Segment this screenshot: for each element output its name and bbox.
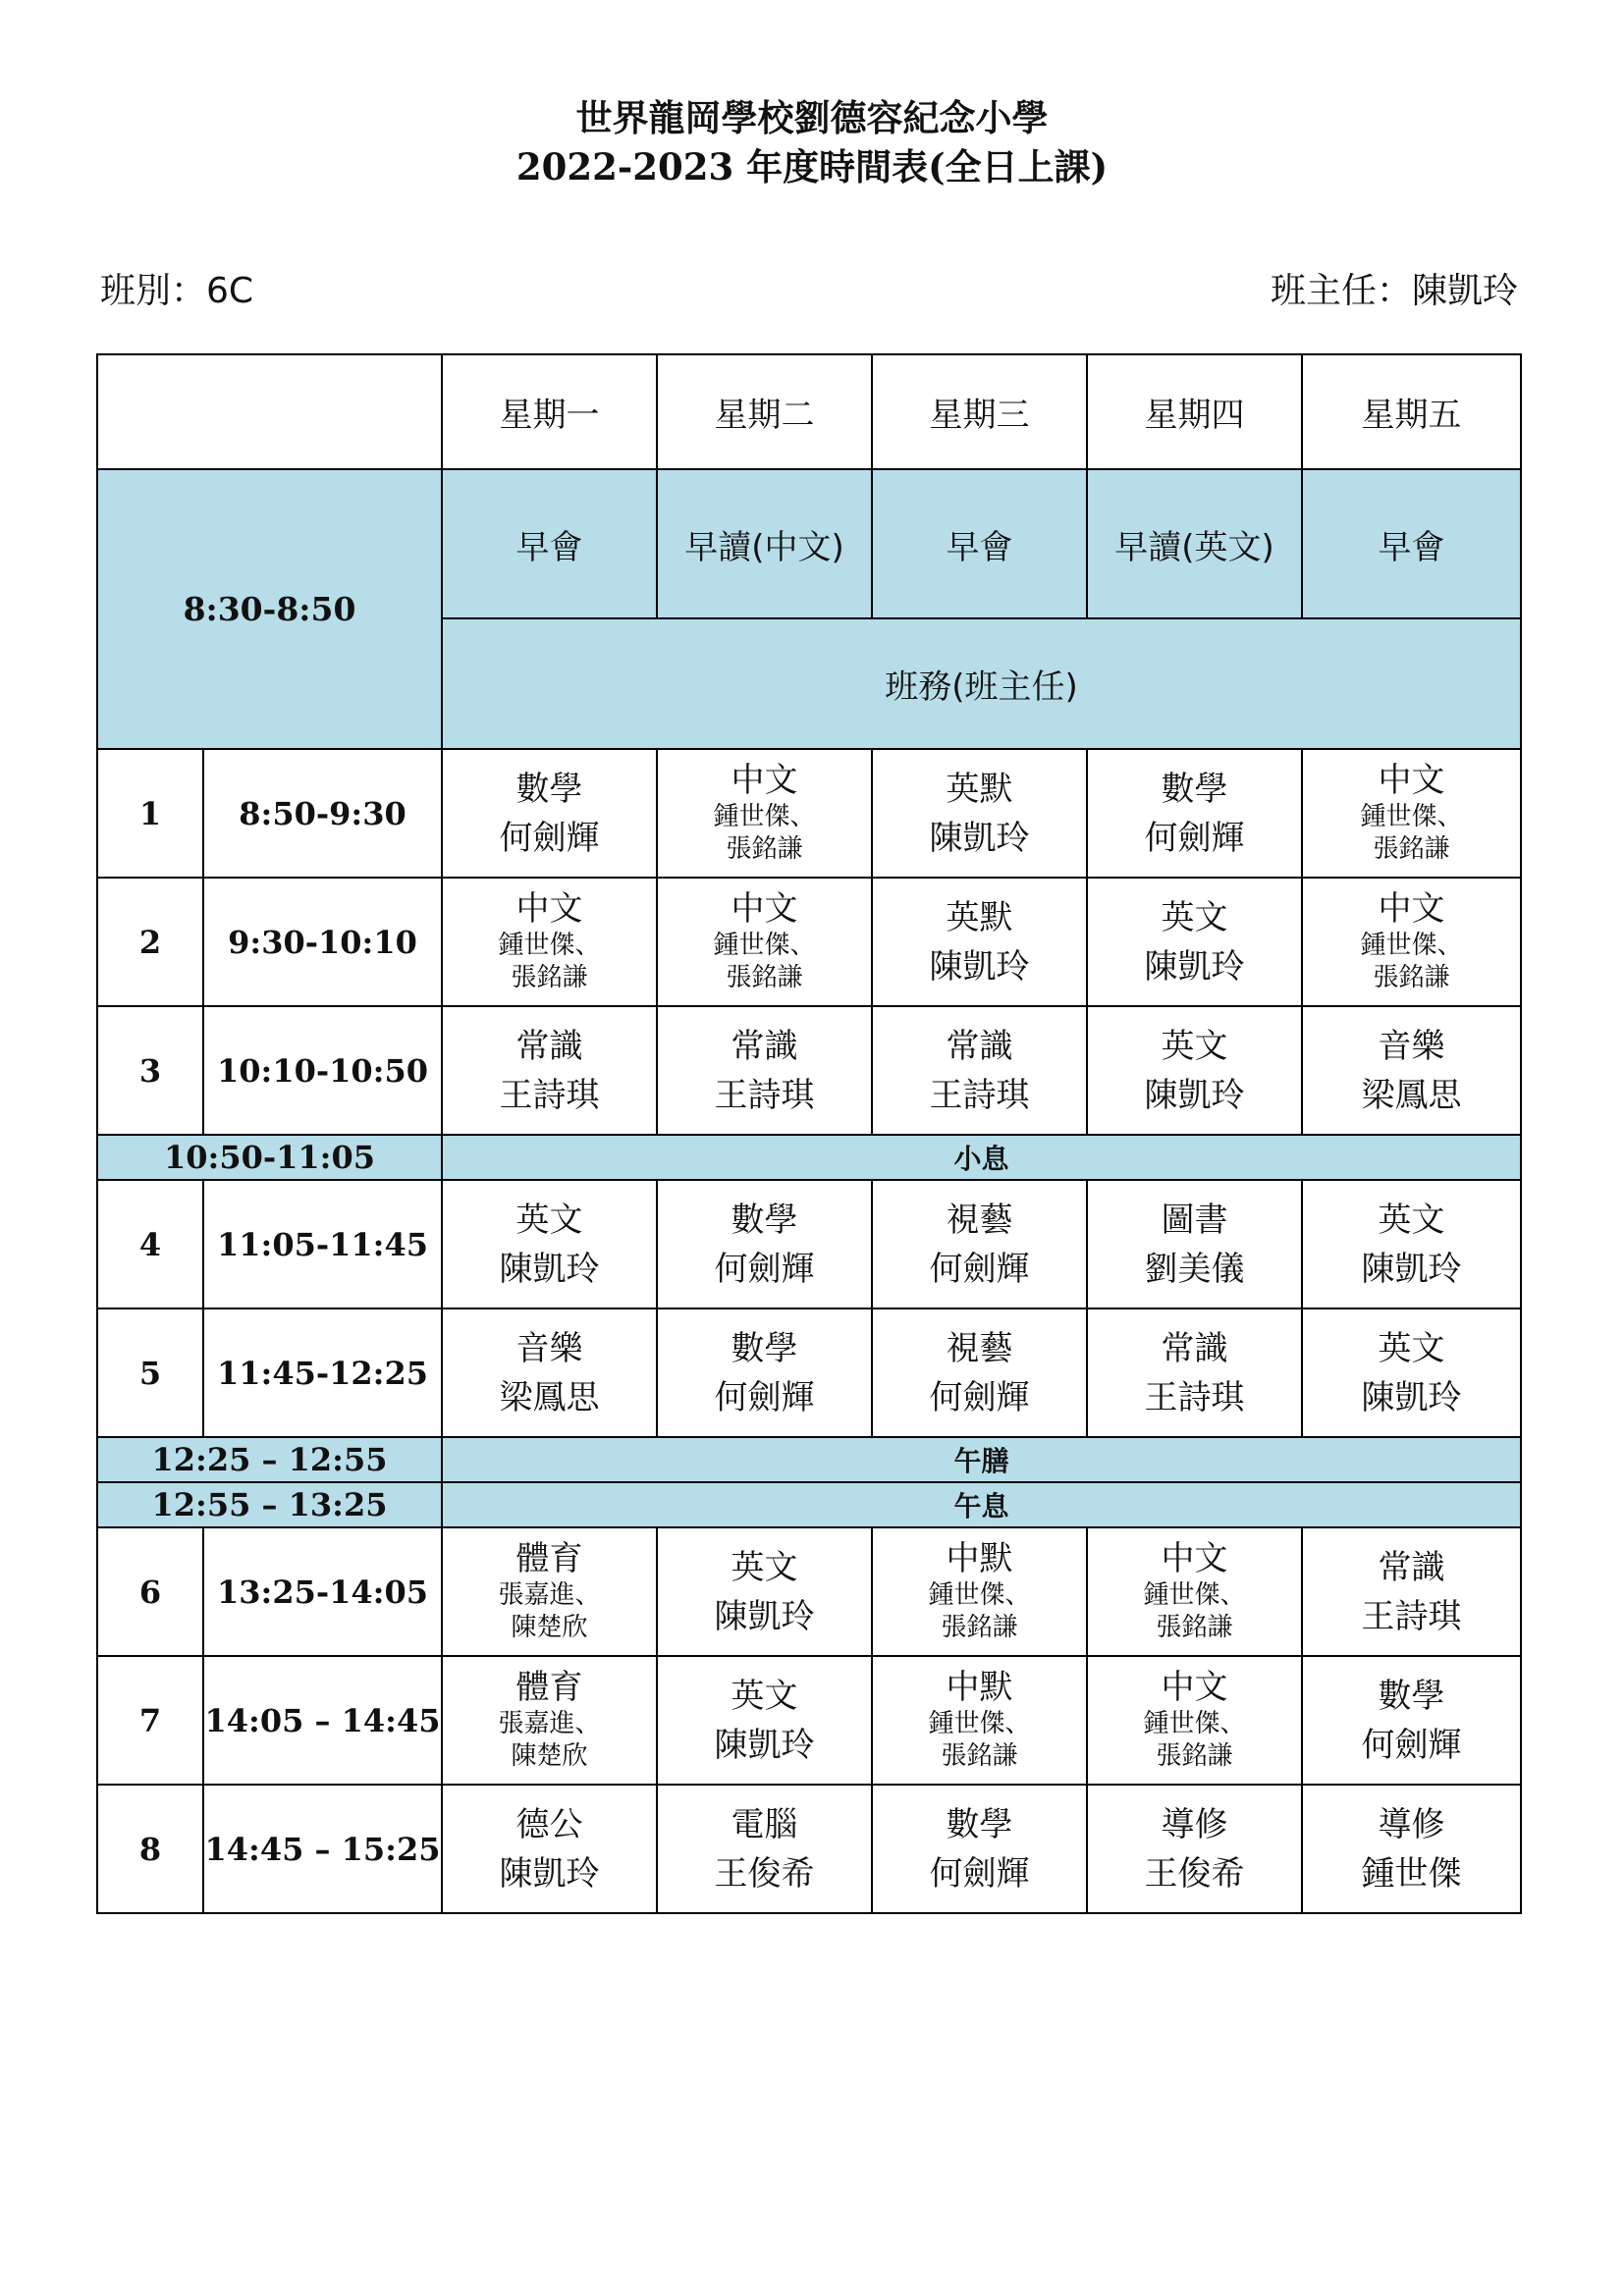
subject-name: 數學 — [1378, 1676, 1445, 1716]
lesson-cell — [442, 878, 657, 1006]
period-time: 13:25-14:05 — [203, 1527, 442, 1656]
lesson-cell — [1087, 1308, 1302, 1437]
period-number: 3 — [97, 1006, 203, 1135]
teacher-name: 鍾世傑、 — [1360, 801, 1463, 831]
teacher-name: 梁鳳思 — [499, 1377, 600, 1417]
teacher-name-2: 張銘謙 — [726, 962, 803, 992]
subject-name: 數學 — [515, 769, 583, 809]
subject-name: 視藝 — [946, 1200, 1013, 1240]
day-header-thu: 星期四 — [1087, 354, 1302, 469]
period-number: 4 — [97, 1180, 203, 1308]
period-number: 6 — [97, 1527, 203, 1656]
teacher-name: 何劍輝 — [929, 1249, 1030, 1289]
lesson-cell — [872, 1527, 1087, 1656]
lesson-cell — [1302, 1656, 1521, 1785]
teacher-name: 陳凱玲 — [1361, 1249, 1462, 1289]
lesson-cell — [442, 749, 657, 878]
lesson-cell — [872, 1308, 1087, 1437]
subject-name: 常識 — [1161, 1328, 1228, 1368]
period-number: 1 — [97, 749, 203, 878]
lesson-cell — [1302, 1527, 1521, 1656]
lesson-cell — [442, 1656, 657, 1785]
rest-label: 午息 — [442, 1482, 1521, 1527]
class-affairs: 班務(班主任) — [442, 618, 1521, 749]
subject-name: 英文 — [1378, 1200, 1445, 1240]
periods-afternoon — [97, 1527, 1521, 1913]
teacher-name: 王詩琪 — [714, 1075, 815, 1115]
subject-name: 音樂 — [1378, 1026, 1445, 1066]
teacher-name-2: 張銘謙 — [726, 833, 803, 864]
subject-name: 英文 — [1378, 1328, 1445, 1368]
lunch-row — [97, 1437, 1521, 1482]
lesson-cell — [657, 878, 872, 1006]
teacher-name: 張嘉進、 — [498, 1708, 601, 1738]
subject-name: 數學 — [946, 1804, 1013, 1844]
teacher-name: 王詩琪 — [929, 1075, 1030, 1115]
lesson-cell — [1302, 1308, 1521, 1437]
recess-time: 10:50-11:05 — [97, 1135, 442, 1180]
lesson-cell — [1302, 1006, 1521, 1135]
subject-name: 英默 — [946, 769, 1013, 809]
lesson-cell — [657, 1656, 872, 1785]
teacher-name: 何劍輝 — [929, 1853, 1030, 1894]
teacher-name: 陳凱玲 — [1361, 1377, 1462, 1417]
teacher-name: 鍾世傑 — [1361, 1853, 1462, 1894]
subject-name: 中文 — [731, 760, 798, 800]
subject-name: 中文 — [1378, 760, 1445, 800]
teacher-name: 王詩琪 — [1361, 1596, 1462, 1636]
lesson-cell — [442, 1785, 657, 1913]
subject-name: 常識 — [1378, 1547, 1445, 1587]
subject-name: 德公 — [515, 1804, 583, 1844]
subject-name: 中默 — [946, 1538, 1013, 1578]
lesson-cell — [872, 1785, 1087, 1913]
period-time: 14:05 – 14:45 — [203, 1656, 442, 1785]
lesson-cell — [872, 1180, 1087, 1308]
period-row — [97, 1180, 1521, 1308]
subject-name: 導修 — [1161, 1804, 1228, 1844]
lesson-cell — [657, 1527, 872, 1656]
morning-activity-tue: 早讀(中文) — [657, 469, 872, 618]
lesson-cell — [1087, 1656, 1302, 1785]
rest-time: 12:55 – 13:25 — [97, 1482, 442, 1527]
lesson-cell — [1087, 1006, 1302, 1135]
lesson-cell — [657, 1785, 872, 1913]
teacher-name: 梁鳳思 — [1361, 1075, 1462, 1115]
teacher-name: 王詩琪 — [1144, 1377, 1245, 1417]
teacher-name: 陳凱玲 — [499, 1249, 600, 1289]
subject-name: 電腦 — [731, 1804, 798, 1844]
period-time: 9:30-10:10 — [203, 878, 442, 1006]
teacher-name: 何劍輝 — [1361, 1725, 1462, 1765]
day-header-wed: 星期三 — [872, 354, 1087, 469]
subject-name: 中文 — [731, 888, 798, 929]
lesson-cell — [1302, 878, 1521, 1006]
day-header-fri: 星期五 — [1302, 354, 1521, 469]
morning-row — [97, 469, 1521, 618]
teacher-name-2: 張銘謙 — [1156, 1740, 1233, 1771]
teacher-name-2: 陳楚欣 — [511, 1612, 588, 1642]
period-row — [97, 1785, 1521, 1913]
lesson-cell — [1087, 1180, 1302, 1308]
teacher-name-2: 陳楚欣 — [511, 1740, 588, 1771]
teacher-name: 何劍輝 — [929, 1377, 1030, 1417]
morning-activity-wed: 早會 — [872, 469, 1087, 618]
teacher-name: 鍾世傑、 — [1143, 1579, 1246, 1610]
teacher-name: 何劍輝 — [499, 818, 600, 858]
subject-name: 英文 — [731, 1547, 798, 1587]
morning-activity-thu: 早讀(英文) — [1087, 469, 1302, 618]
lesson-cell — [657, 1308, 872, 1437]
subject-name: 英文 — [731, 1676, 798, 1716]
subject-name: 常識 — [731, 1026, 798, 1066]
teacher-name: 陳凱玲 — [714, 1596, 815, 1636]
teacher-name: 王俊希 — [714, 1853, 815, 1894]
rest-row — [97, 1482, 1521, 1527]
period-row — [97, 749, 1521, 878]
lesson-cell — [1302, 1180, 1521, 1308]
teacher-name: 鍾世傑、 — [713, 930, 816, 960]
school-name: 世界龍岡學校劉德容紀念小學 — [575, 96, 1049, 139]
teacher-name-2: 張銘謙 — [941, 1612, 1018, 1642]
period-time: 11:45-12:25 — [203, 1308, 442, 1437]
lesson-cell — [657, 1180, 872, 1308]
lesson-cell — [872, 1656, 1087, 1785]
period-row — [97, 1308, 1521, 1437]
period-row — [97, 1527, 1521, 1656]
header-row — [97, 354, 1521, 469]
teacher-name: 陳凱玲 — [714, 1725, 815, 1765]
lesson-cell — [1087, 749, 1302, 878]
subject-name: 數學 — [731, 1328, 798, 1368]
timetable-title: 2022-2023 年度時間表(全日上課) — [515, 145, 1109, 188]
lesson-cell — [1087, 878, 1302, 1006]
period-row — [97, 878, 1521, 1006]
lesson-cell — [442, 1308, 657, 1437]
lesson-cell — [1302, 749, 1521, 878]
morning-time: 8:30-8:50 — [97, 469, 442, 749]
subject-name: 視藝 — [946, 1328, 1013, 1368]
teacher-name: 鍾世傑、 — [1360, 930, 1463, 960]
subject-name: 英文 — [515, 1200, 583, 1240]
teacher-name-2: 張銘謙 — [511, 962, 588, 992]
timetable — [96, 353, 1522, 1914]
subject-name: 中默 — [946, 1667, 1013, 1707]
subject-name: 常識 — [515, 1026, 583, 1066]
teacher-name-2: 張銘謙 — [1156, 1612, 1233, 1642]
period-row — [97, 1656, 1521, 1785]
period-time: 14:45 – 15:25 — [203, 1785, 442, 1913]
morning-activity-fri: 早會 — [1302, 469, 1521, 618]
day-header-tue: 星期二 — [657, 354, 872, 469]
lesson-cell — [442, 1180, 657, 1308]
periods-morning — [97, 749, 1521, 1135]
teacher-name: 王俊希 — [1144, 1853, 1245, 1894]
subject-name: 常識 — [946, 1026, 1013, 1066]
period-row — [97, 1006, 1521, 1135]
teacher-name-2: 張銘謙 — [941, 1740, 1018, 1771]
teacher-name: 何劍輝 — [714, 1377, 815, 1417]
teacher-name: 鍾世傑、 — [1143, 1708, 1246, 1738]
teacher-name: 鍾世傑、 — [928, 1708, 1031, 1738]
teacher-name: 陳凱玲 — [1144, 946, 1245, 987]
teacher-name: 陳凱玲 — [1144, 1075, 1245, 1115]
teacher-name-2: 張銘謙 — [1373, 833, 1450, 864]
teacher-name: 陳凱玲 — [499, 1853, 600, 1894]
subject-name: 中文 — [1161, 1667, 1228, 1707]
teacher-name: 何劍輝 — [1144, 818, 1245, 858]
lesson-cell — [872, 749, 1087, 878]
lesson-cell — [442, 1006, 657, 1135]
teacher-name-2: 張銘謙 — [1373, 962, 1450, 992]
teacher-name: 何劍輝 — [714, 1249, 815, 1289]
lesson-cell — [872, 1006, 1087, 1135]
period-number: 8 — [97, 1785, 203, 1913]
recess-row — [97, 1135, 1521, 1180]
subject-name: 中文 — [515, 888, 583, 929]
period-time: 11:05-11:45 — [203, 1180, 442, 1308]
period-time: 8:50-9:30 — [203, 749, 442, 878]
lesson-cell — [1087, 1527, 1302, 1656]
teacher-name: 陳凱玲 — [929, 818, 1030, 858]
teacher-name: 鍾世傑、 — [713, 801, 816, 831]
teacher-name: 王詩琪 — [499, 1075, 600, 1115]
class-label: 班別：6C — [100, 271, 254, 311]
lesson-cell — [657, 749, 872, 878]
subject-name: 導修 — [1378, 1804, 1445, 1844]
lesson-cell — [1087, 1785, 1302, 1913]
teacher-name: 鍾世傑、 — [498, 930, 601, 960]
teacher-name: 張嘉進、 — [498, 1579, 601, 1610]
subject-name: 中文 — [1378, 888, 1445, 929]
subject-name: 英文 — [1161, 897, 1228, 937]
subject-name: 英默 — [946, 897, 1013, 937]
day-header-mon: 星期一 — [442, 354, 657, 469]
subject-name: 音樂 — [515, 1328, 583, 1368]
lesson-cell — [657, 1006, 872, 1135]
period-number: 2 — [97, 878, 203, 1006]
lunch-label: 午膳 — [442, 1437, 1521, 1482]
subject-name: 英文 — [1161, 1026, 1228, 1066]
teacher-name: 劉美儀 — [1144, 1249, 1245, 1289]
subject-name: 體育 — [515, 1538, 583, 1578]
class-teacher-label: 班主任：陳凱玲 — [1270, 271, 1518, 311]
lesson-cell — [442, 1527, 657, 1656]
subject-name: 數學 — [731, 1200, 798, 1240]
period-number: 7 — [97, 1656, 203, 1785]
period-number: 5 — [97, 1308, 203, 1437]
teacher-name: 鍾世傑、 — [928, 1579, 1031, 1610]
teacher-name: 陳凱玲 — [929, 946, 1030, 987]
subject-name: 中文 — [1161, 1538, 1228, 1578]
subject-name: 體育 — [515, 1667, 583, 1707]
lesson-cell — [872, 878, 1087, 1006]
header-corner — [97, 354, 442, 469]
periods-midday — [97, 1180, 1521, 1437]
recess-label: 小息 — [442, 1135, 1521, 1180]
period-time: 10:10-10:50 — [203, 1006, 442, 1135]
subject-name: 圖書 — [1161, 1200, 1228, 1240]
subject-name: 數學 — [1161, 769, 1228, 809]
lesson-cell — [1302, 1785, 1521, 1913]
morning-activity-mon: 早會 — [442, 469, 657, 618]
lunch-time: 12:25 – 12:55 — [97, 1437, 442, 1482]
